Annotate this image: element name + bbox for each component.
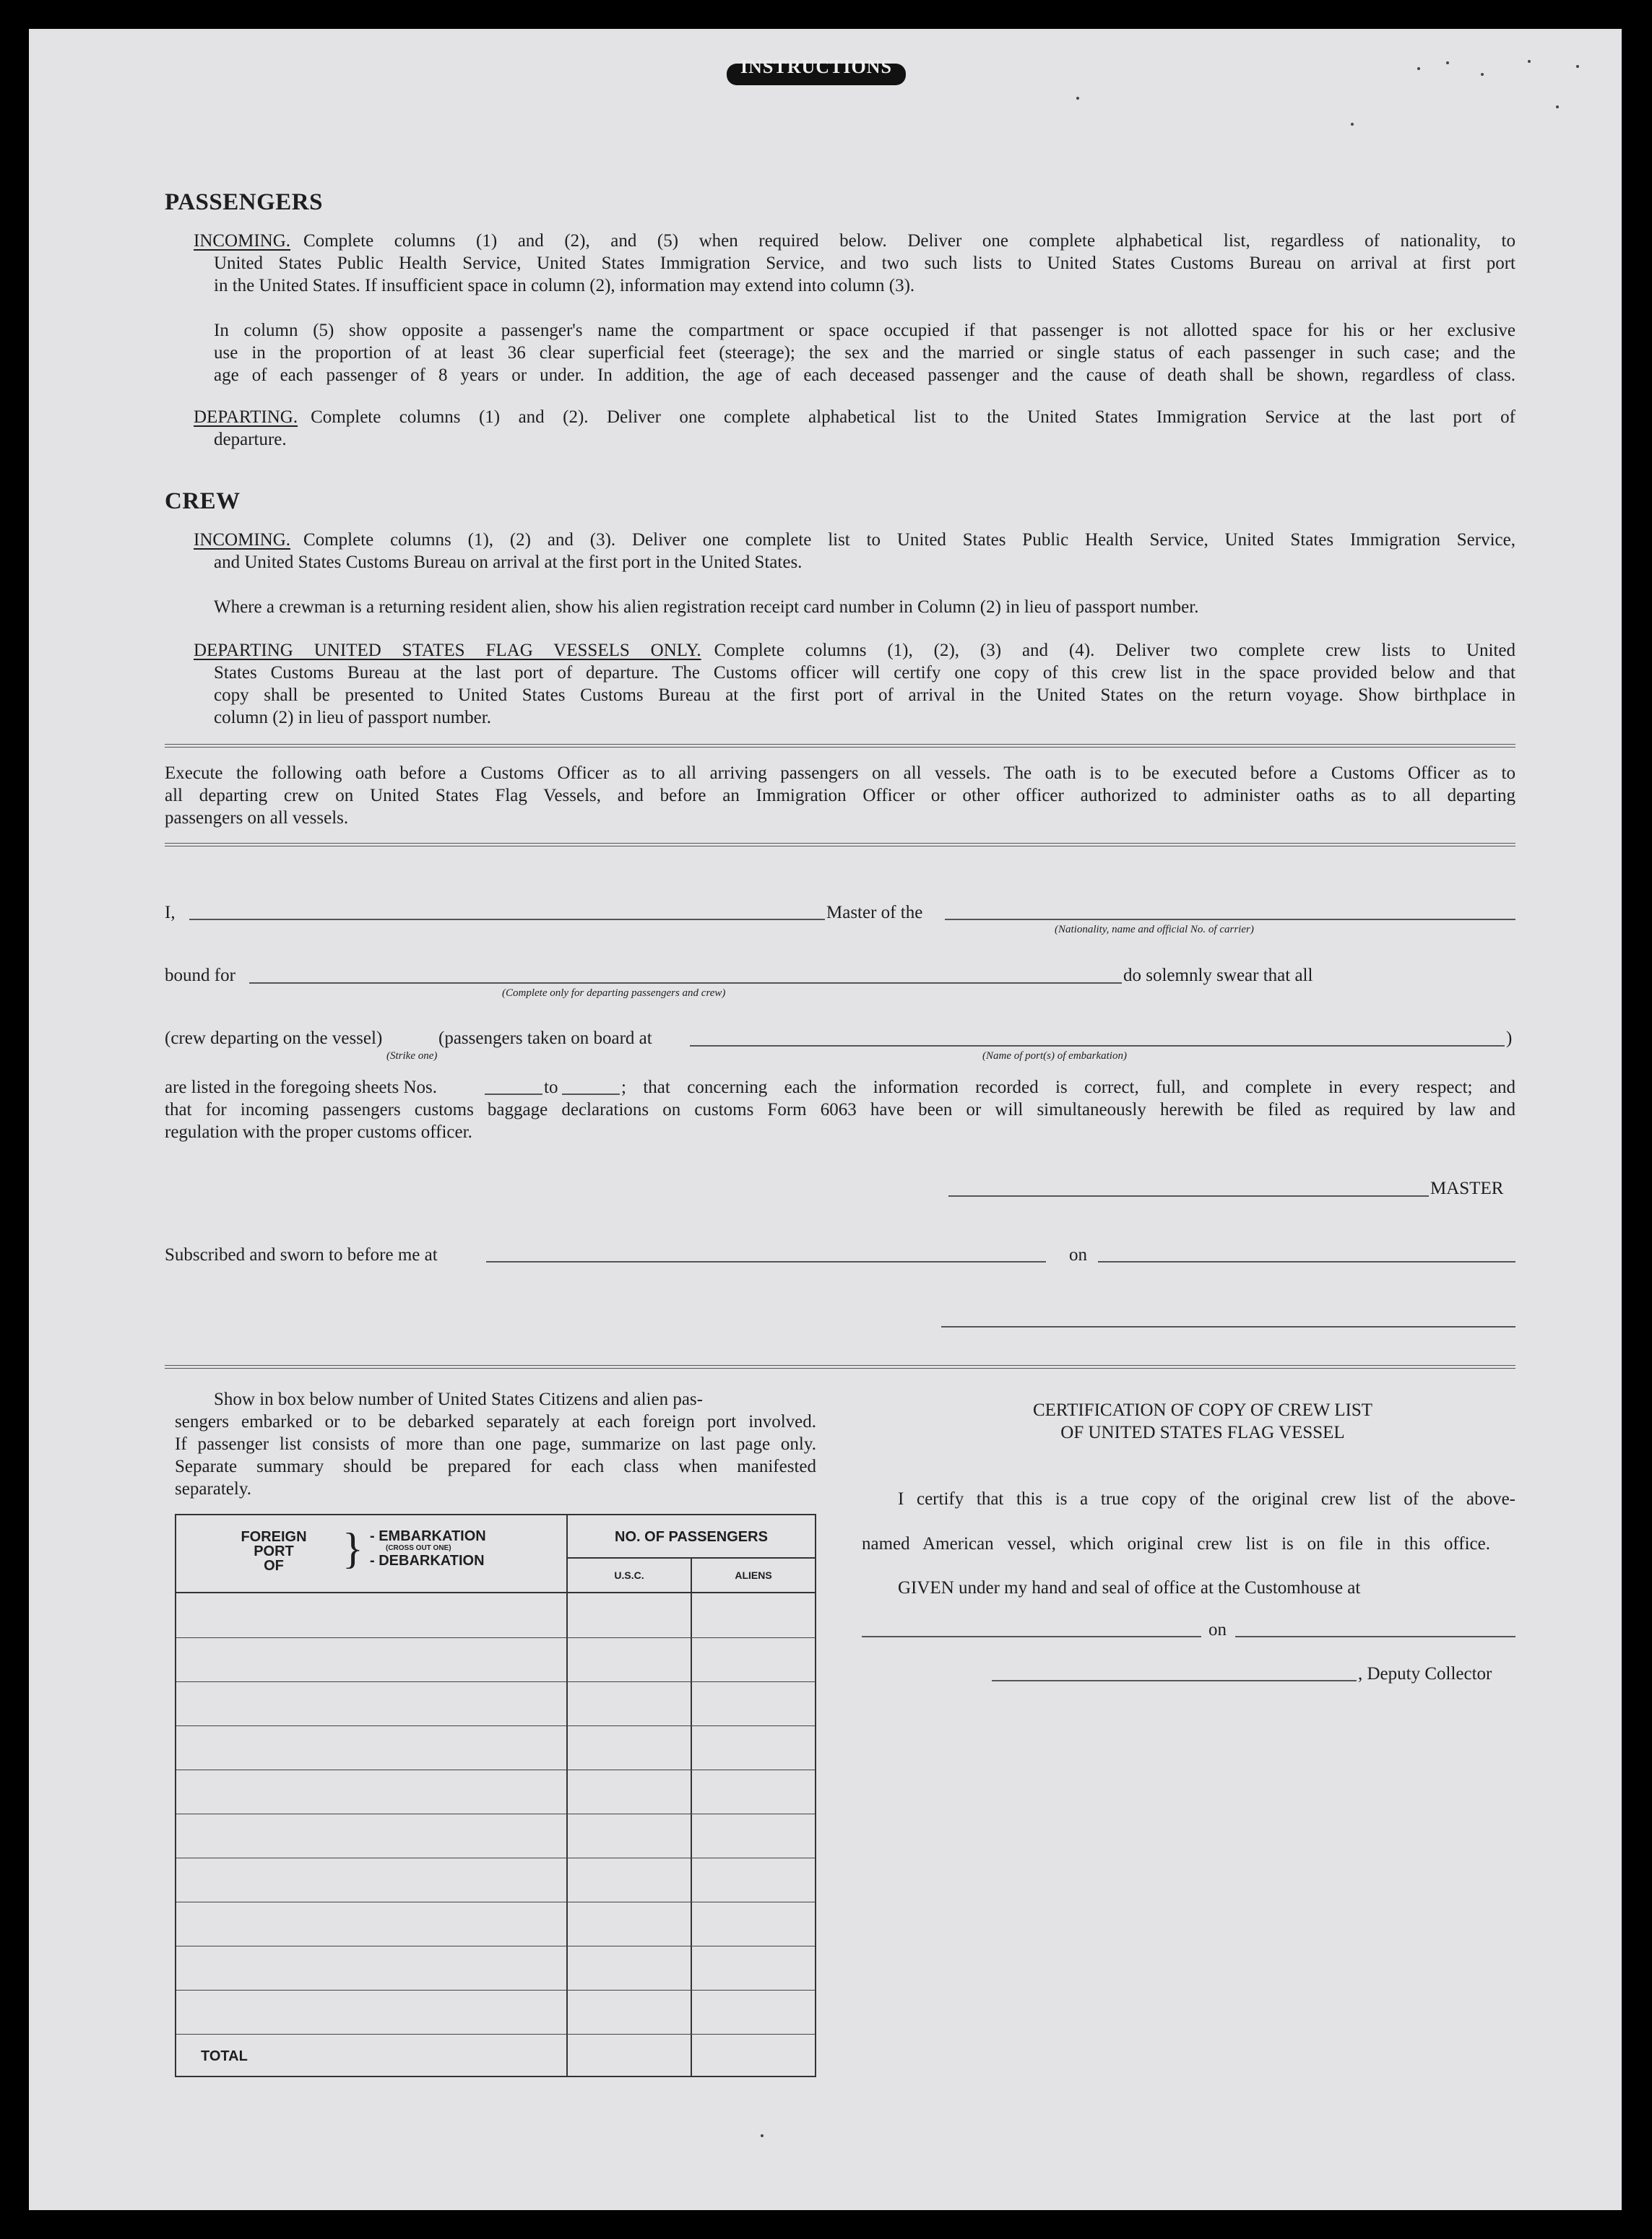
certification-line2: named American vessel, which original crew list is on file in this office. bbox=[862, 1534, 1490, 1554]
subscribed-place-field[interactable] bbox=[486, 1261, 1046, 1263]
passengers-incoming-line3: in the United States. If insufficient space in column (2), information may extend into column (3). bbox=[214, 276, 915, 295]
subscribed-date-field[interactable] bbox=[1098, 1261, 1515, 1263]
no-of-passengers-header: NO. OF PASSENGERS bbox=[568, 1515, 815, 1559]
oath-i-label: I, bbox=[165, 903, 176, 922]
oath-bound-for-label: bound for bbox=[165, 966, 235, 985]
oath-bound-for-hint: (Complete only for departing passengers and crew) bbox=[502, 987, 726, 999]
port-header-cell bbox=[176, 1515, 568, 1593]
oath-sheet-to-field[interactable] bbox=[562, 1093, 620, 1095]
oath-sheets-text-a: are listed in the foregoing sheets Nos. bbox=[165, 1078, 437, 1097]
certification-line3: GIVEN under my hand and seal of office at the Customhouse at bbox=[898, 1578, 1361, 1598]
oath-close-paren: ) bbox=[1506, 1028, 1513, 1048]
usc-header: U.S.C. bbox=[568, 1559, 692, 1593]
oath-swear-text: do solemnly swear that all bbox=[1123, 966, 1313, 985]
crew-departing-label: DEPARTING UNITED STATES FLAG VESSELS ONLY. bbox=[194, 641, 701, 660]
passengers-incoming-line2: United States Public Health Service, United States Immigration Service, and two such lists to United States Customs Bureau on arrival at first port bbox=[214, 254, 1515, 273]
crew-incoming-line1: INCOMING. Complete columns (1), (2) and (3). Deliver one complete list to United States Public Health Service, United States Immigration Service, bbox=[194, 530, 1515, 550]
section-divider bbox=[165, 1365, 1515, 1369]
passengers-col5-line3: age of each passenger of 8 years or under. In addition, the age of each deceased passenger and the cause of death shall be shown, regardless of class. bbox=[214, 365, 1515, 385]
oath-carrier-hint: (Nationality, name and official No. of carrier) bbox=[1055, 924, 1254, 935]
section-divider bbox=[165, 843, 1515, 846]
summary-line2: sengers embarked or to be debarked separately at each foreign port involved. bbox=[175, 1412, 816, 1432]
table-row bbox=[176, 1990, 815, 1991]
oath-bound-for-field[interactable] bbox=[249, 982, 1122, 984]
crew-departing-line4: column (2) in lieu of passport number. bbox=[214, 708, 491, 727]
oath-sheets-to: to bbox=[544, 1078, 558, 1097]
oath-sheets-line2: that for incoming passengers customs baggage declarations on customs Form 6063 have been or will simultaneously herewith be filed as required by law and bbox=[165, 1100, 1515, 1120]
oath-strike-one-hint: (Strike one) bbox=[386, 1050, 438, 1062]
crew-departing-line3: copy shall be presented to United States Customs Bureau at the first port of arrival in the United States on the return voyage. Show birthplace in bbox=[214, 685, 1515, 705]
table-row bbox=[176, 2034, 815, 2035]
table-row bbox=[176, 1637, 815, 1638]
oath-port-field[interactable] bbox=[690, 1045, 1505, 1047]
scan-speck bbox=[1076, 97, 1079, 100]
summary-line5: separately. bbox=[175, 1479, 251, 1499]
cross-out-one-note: (CROSS OUT ONE) bbox=[386, 1544, 451, 1552]
passengers-col5-line1: In column (5) show opposite a passenger's name the compartment or space occupied if that passenger is not allotted space for his or her exclusive bbox=[214, 321, 1515, 340]
crew-heading: CREW bbox=[165, 488, 241, 514]
scan-speck bbox=[1576, 65, 1579, 68]
embarkation-option[interactable]: - EMBARKATION bbox=[370, 1528, 486, 1544]
oath-intro-line3: passengers on all vessels. bbox=[165, 808, 349, 828]
page-title: INSTRUCTIONS bbox=[740, 56, 892, 77]
subscribed-on-label: on bbox=[1069, 1245, 1087, 1265]
oath-master-of-the-label: Master of the bbox=[826, 903, 923, 922]
certification-line1: I certify that this is a true copy of the original crew list of the above- bbox=[898, 1489, 1515, 1509]
crew-resident-alien-note: Where a crewman is a returning resident alien, show his alien registration receipt card number in Column (2) in lieu of passport number. bbox=[214, 597, 1199, 617]
oath-carrier-field[interactable] bbox=[945, 919, 1515, 920]
oath-port-hint: (Name of port(s) of embarkation) bbox=[982, 1050, 1127, 1062]
foreign-port-of-label: FOREIGN PORT OF bbox=[241, 1529, 307, 1574]
scan-speck bbox=[1351, 123, 1354, 126]
master-label: MASTER bbox=[1430, 1179, 1504, 1198]
scan-speck bbox=[1528, 60, 1531, 63]
passengers-heading: PASSENGERS bbox=[165, 189, 323, 215]
master-signature-field[interactable] bbox=[948, 1195, 1429, 1197]
oath-crew-departing-option[interactable]: (crew departing on the vessel) bbox=[165, 1028, 383, 1048]
oath-passengers-taken-option[interactable]: (passengers taken on board at bbox=[438, 1028, 652, 1048]
passenger-summary-table bbox=[175, 1514, 816, 2077]
certification-title-line1: CERTIFICATION OF COPY OF CREW LIST bbox=[1032, 1400, 1373, 1420]
certification-on-label: on bbox=[1208, 1620, 1227, 1640]
deputy-collector-signature-field[interactable] bbox=[992, 1680, 1357, 1681]
summary-line1: Show in box below number of United States Citizens and alien pas- bbox=[214, 1390, 703, 1409]
deputy-collector-label: , Deputy Collector bbox=[1358, 1664, 1492, 1684]
summary-line4: Separate summary should be prepared for each class when manifested bbox=[175, 1457, 816, 1476]
crew-incoming-line2: and United States Customs Bureau on arrival at the first port in the United States. bbox=[214, 553, 803, 572]
table-row bbox=[176, 1725, 815, 1726]
certification-date-field[interactable] bbox=[1235, 1636, 1515, 1637]
scan-speck bbox=[1446, 61, 1449, 64]
aliens-header: ALIENS bbox=[692, 1559, 815, 1593]
crew-departing-line2: States Customs Bureau at the last port of departure. The Customs officer will certify one copy of this crew list in the space provided below and that bbox=[214, 663, 1515, 683]
officer-signature-field[interactable] bbox=[941, 1326, 1515, 1328]
passengers-incoming-line1: INCOMING. Complete columns (1) and (2), and (5) when required below. Deliver one complete alphabetical list, regardless of nationality, to bbox=[194, 231, 1515, 251]
passengers-departing-line1: DEPARTING. Complete columns (1) and (2). Deliver one complete alphabetical list to the United States Immigration Service at the last port of bbox=[194, 407, 1515, 427]
oath-sheets-line3: regulation with the proper customs officer. bbox=[165, 1122, 472, 1142]
subscribed-text: Subscribed and sworn to before me at bbox=[165, 1245, 438, 1265]
brace-icon: } bbox=[342, 1525, 363, 1572]
oath-sheet-from-field[interactable] bbox=[485, 1093, 542, 1095]
column-divider bbox=[566, 1593, 568, 2077]
oath-intro-line1: Execute the following oath before a Customs Officer as to all arriving passengers on all vessels. The oath is to be executed before a Customs Officer as to bbox=[165, 763, 1515, 783]
passengers-incoming-label: INCOMING. bbox=[194, 231, 291, 251]
scan-speck bbox=[761, 2134, 764, 2137]
oath-sheets-text-b: ; that concerning each the information recorded is correct, full, and complete in every respect; and bbox=[621, 1078, 1515, 1097]
passengers-col5-line2: use in the proportion of at least 36 clear superficial feet (steerage); the sex and the married or single status of each passenger in such case; and the bbox=[214, 343, 1515, 363]
scan-speck bbox=[1417, 67, 1420, 70]
crew-incoming-label: INCOMING. bbox=[194, 530, 291, 550]
summary-line3: If passenger list consists of more than one page, summarize on last page only. bbox=[175, 1434, 816, 1454]
form-page bbox=[29, 29, 1622, 2210]
oath-name-field[interactable] bbox=[189, 919, 825, 920]
debarkation-option[interactable]: - DEBARKATION bbox=[370, 1553, 485, 1569]
total-row-label: TOTAL bbox=[201, 2048, 248, 2064]
section-divider bbox=[165, 744, 1515, 748]
certification-title-line2: OF UNITED STATES FLAG VESSEL bbox=[1060, 1423, 1345, 1442]
crew-departing-line1: DEPARTING UNITED STATES FLAG VESSELS ONLY. Complete columns (1), (2), (3) and (4). Deliver two complete crew lists to United bbox=[194, 641, 1515, 660]
table-row bbox=[176, 1681, 815, 1682]
scan-speck bbox=[1556, 105, 1559, 108]
oath-intro-line2: all departing crew on United States Flag Vessels, and before an Immigration Officer or other officer authorized to administer oaths as to all departing bbox=[165, 786, 1515, 805]
passengers-departing-line2: departure. bbox=[214, 430, 287, 449]
scan-speck bbox=[1481, 73, 1484, 76]
column-divider bbox=[691, 1593, 692, 2077]
passengers-departing-label: DEPARTING. bbox=[194, 407, 298, 427]
customhouse-place-field[interactable] bbox=[862, 1636, 1201, 1637]
